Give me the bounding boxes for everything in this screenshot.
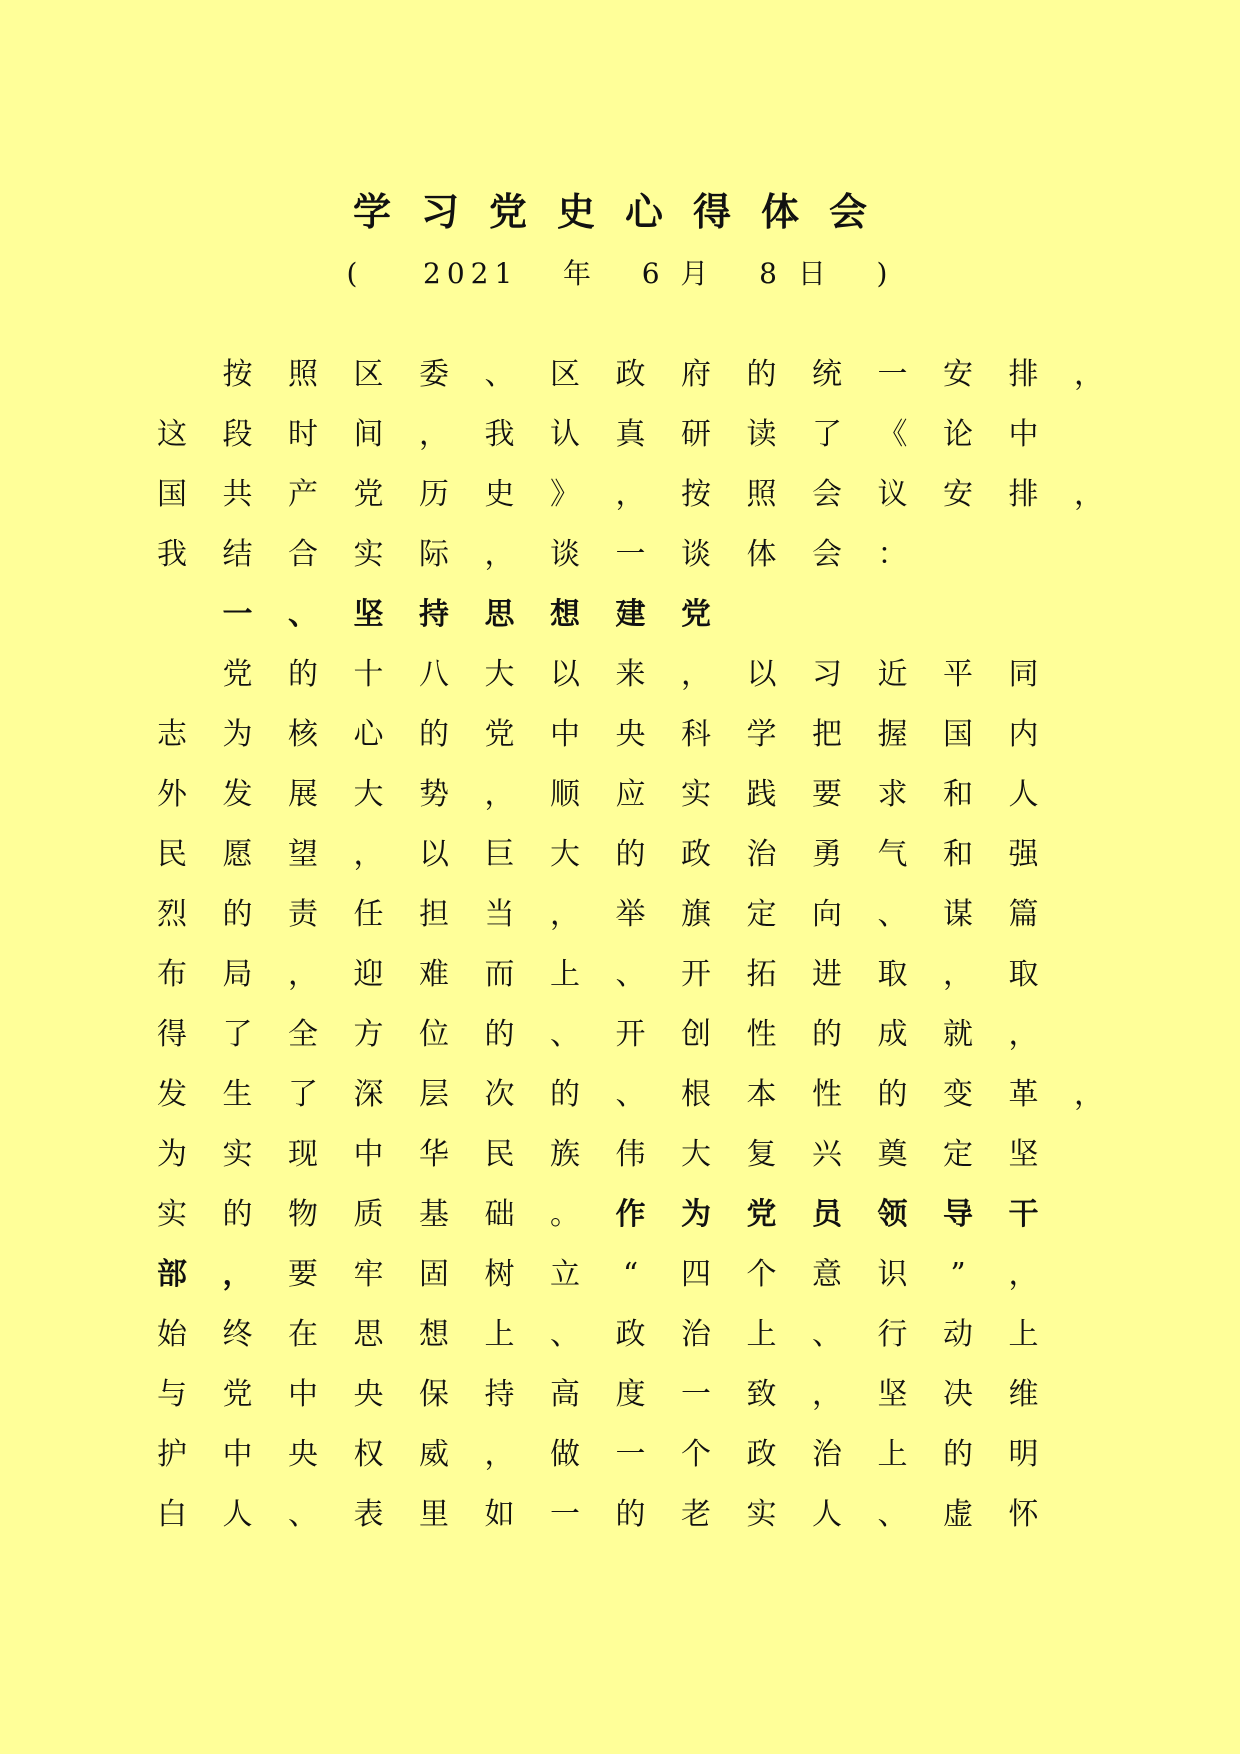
document-page: 学习党史心得体会 ( 2021 年 6 月 8 日 ) 按 照 区 委 、 区 政 府 的 统 一 安 排 ， 这 段 时 间 ， 我 认 真 研 读 了 《 论 中 国 共 产 党 历 史 》 ， 按 照 会 议 安 排 ， 我 结 合 实 际 ， 谈 一 谈 体 会 ： 一 、 坚 持 思 想 建 党 党 的 十 八 大 以 来 ， 以 习 近 平 同 志 为 核 心 的 党 中 央 科 学 把 握 国 内 外 发 展 大 势 ， 顺 应 实 践 要 求 和 人 民 愿 望 ， 以 巨 大 的 政 治 勇 气 和 强 烈 的 责 任 担 当 ， 举 旗 定 向 、 谋 篇 布 局 ， 迎 难 而 上 、 开 拓 进 取 ， 取 得 了 全 方 位 的 、 开 创 性 的 成 就 ， 发 生 了 深 层 次 的 、 根 本 性 的 变 革 ， 为 实 现 中 华 民 族 伟 大 复 兴 奠 定 坚 实 的 物 质 基 础 。 作 为 党 员 领 导 干 部 ， 要 牢 固 树 立 “ 四 个 意 识 ” ， 始 终 在 思 想 上 、 政 治 上 、 行 动 上 与 党 中 央 保 持 高 度 一 致 ， 坚 决 维 护 中 央 权 威 ， 做 一 个 政 治 上 的 明 白 人 、 表 里 如 一 的 老 实 人 、 虚 怀 (0, 0, 1240, 1754)
document-date: ( 2021 年 6 月 8 日 ) (346, 257, 894, 290)
document-title: 学习党史心得体会 (352, 189, 897, 234)
